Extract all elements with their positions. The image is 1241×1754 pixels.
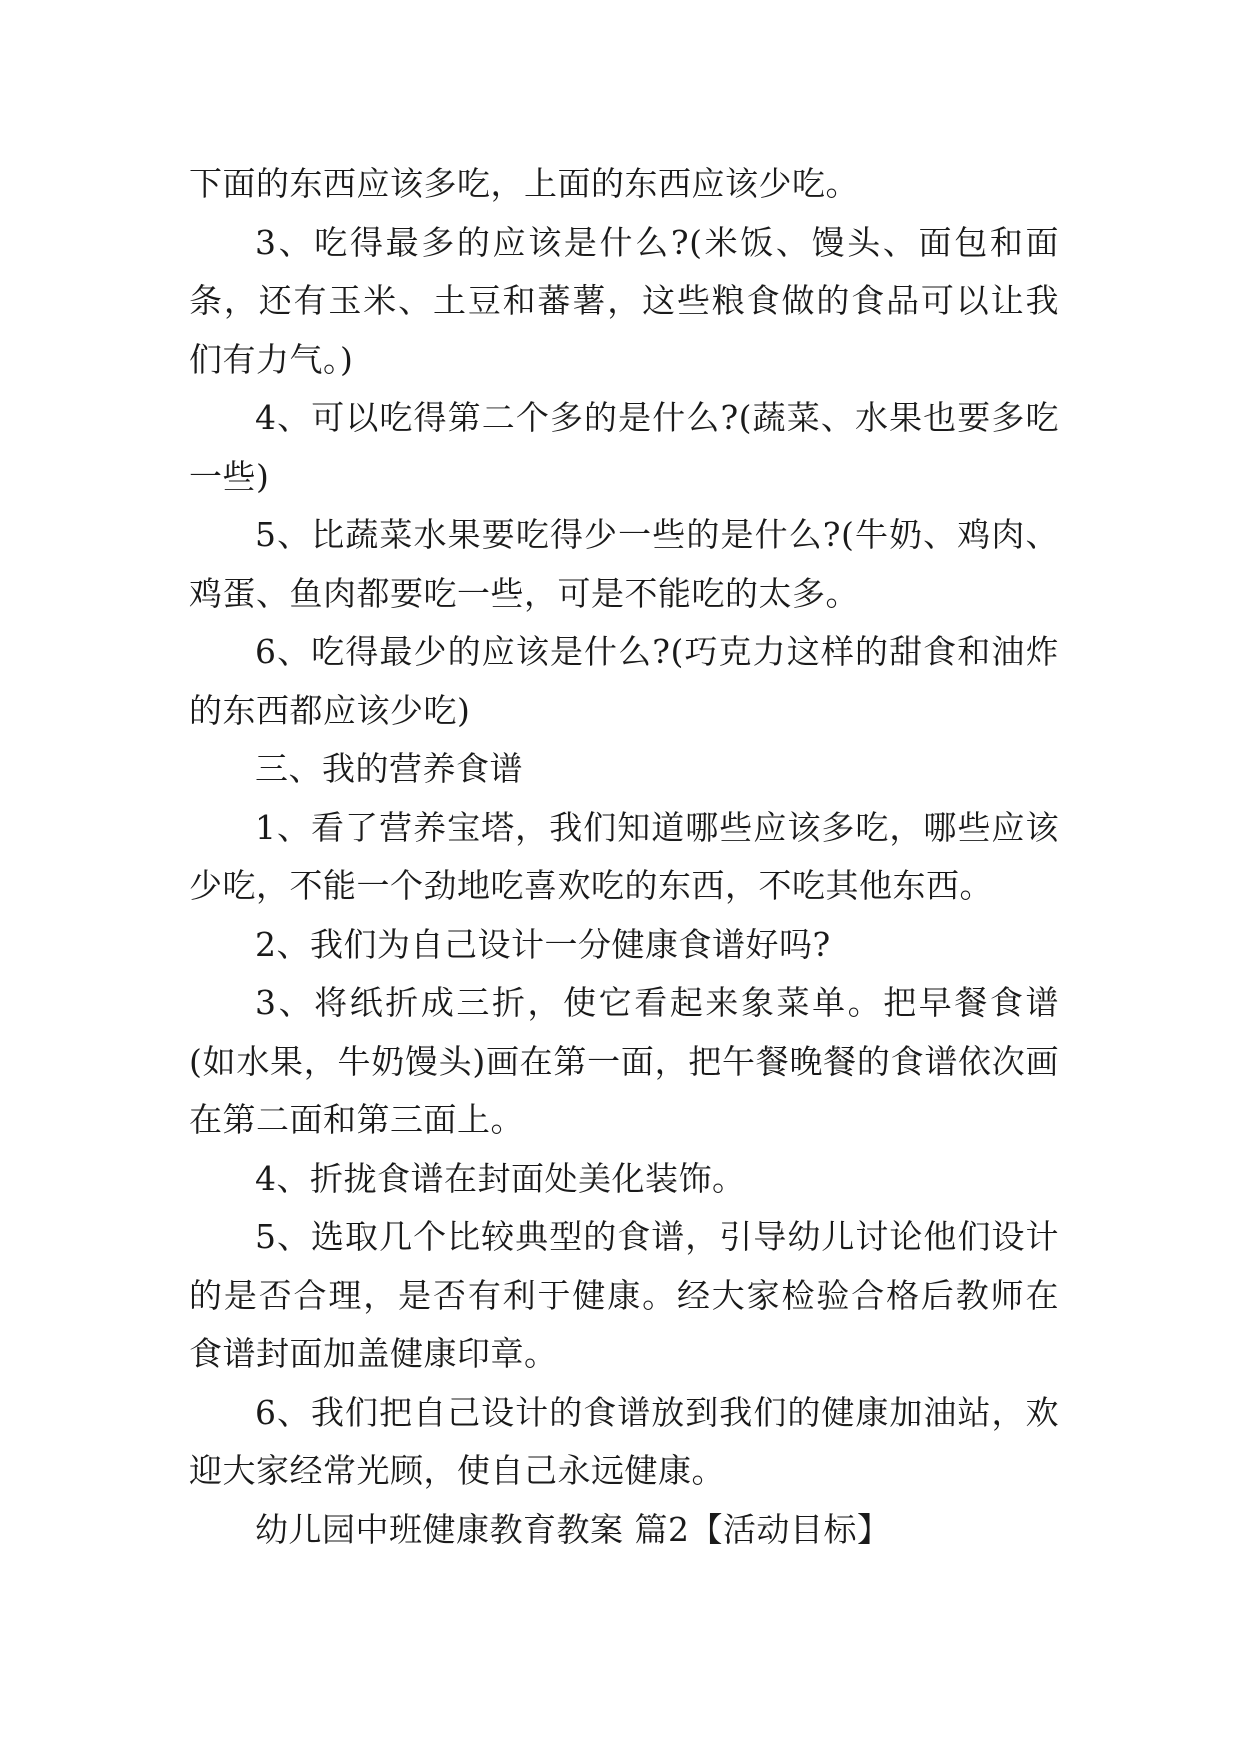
paragraph-7: 2、我们为自己设计一分健康食谱好吗? bbox=[255, 924, 831, 964]
paragraph-0: 下面的东西应该多吃，上面的东西应该少吃。 bbox=[189, 164, 859, 203]
paragraph-3: 5、比蔬菜水果要吃得少一些的是什么?(牛奶、鸡肉、鸡蛋、鱼肉都要吃一些，可是不能吃的太多。 bbox=[189, 515, 1059, 613]
paragraph-8: 3、将纸折成三折，使它看起来象菜单。把早餐食谱(如水果，牛奶馒头)画在第一面，把午餐晚餐的食谱依次画在第二面和第三面上。 bbox=[189, 983, 1059, 1139]
paragraph-1: 3、吃得最多的应该是什么?(米饭、馒头、面包和面条，还有玉米、土豆和蕃薯，这些粮食做的食品可以让我们有力气。) bbox=[189, 222, 1059, 379]
paragraph-4: 6、吃得最少的应该是什么?(巧克力这样的甜食和油炸的东西都应该少吃) bbox=[189, 632, 1059, 730]
activity-goals-label: 【活动目标】 bbox=[689, 1509, 891, 1549]
document-body bbox=[189, 155, 1059, 1559]
paragraph-6: 1、看了营养宝塔，我们知道哪些应该多吃，哪些应该少吃，不能一个劲地吃喜欢吃的东西，不吃其他东西。 bbox=[189, 807, 1059, 905]
paragraph-10: 5、选取几个比较典型的食谱，引导幼儿讨论他们设计的是否合理，是否有利于健康。经大家检验合格后教师在食谱封面加盖健康印章。 bbox=[189, 1217, 1059, 1373]
paragraph-11: 6、我们把自己设计的食谱放到我们的健康加油站，欢迎大家经常光顾，使自己永远健康。 bbox=[189, 1392, 1059, 1490]
paragraph-2: 4、可以吃得第二个多的是什么?(蔬菜、水果也要多吃一些) bbox=[189, 398, 1059, 496]
lesson-title: 幼儿园中班健康教育教案 篇2 bbox=[255, 1509, 690, 1549]
final-heading-line bbox=[189, 1501, 1059, 1560]
section-heading: 三、我的营养食谱 bbox=[255, 749, 523, 788]
paragraph-9: 4、折拢食谱在封面处美化装饰。 bbox=[255, 1158, 746, 1198]
